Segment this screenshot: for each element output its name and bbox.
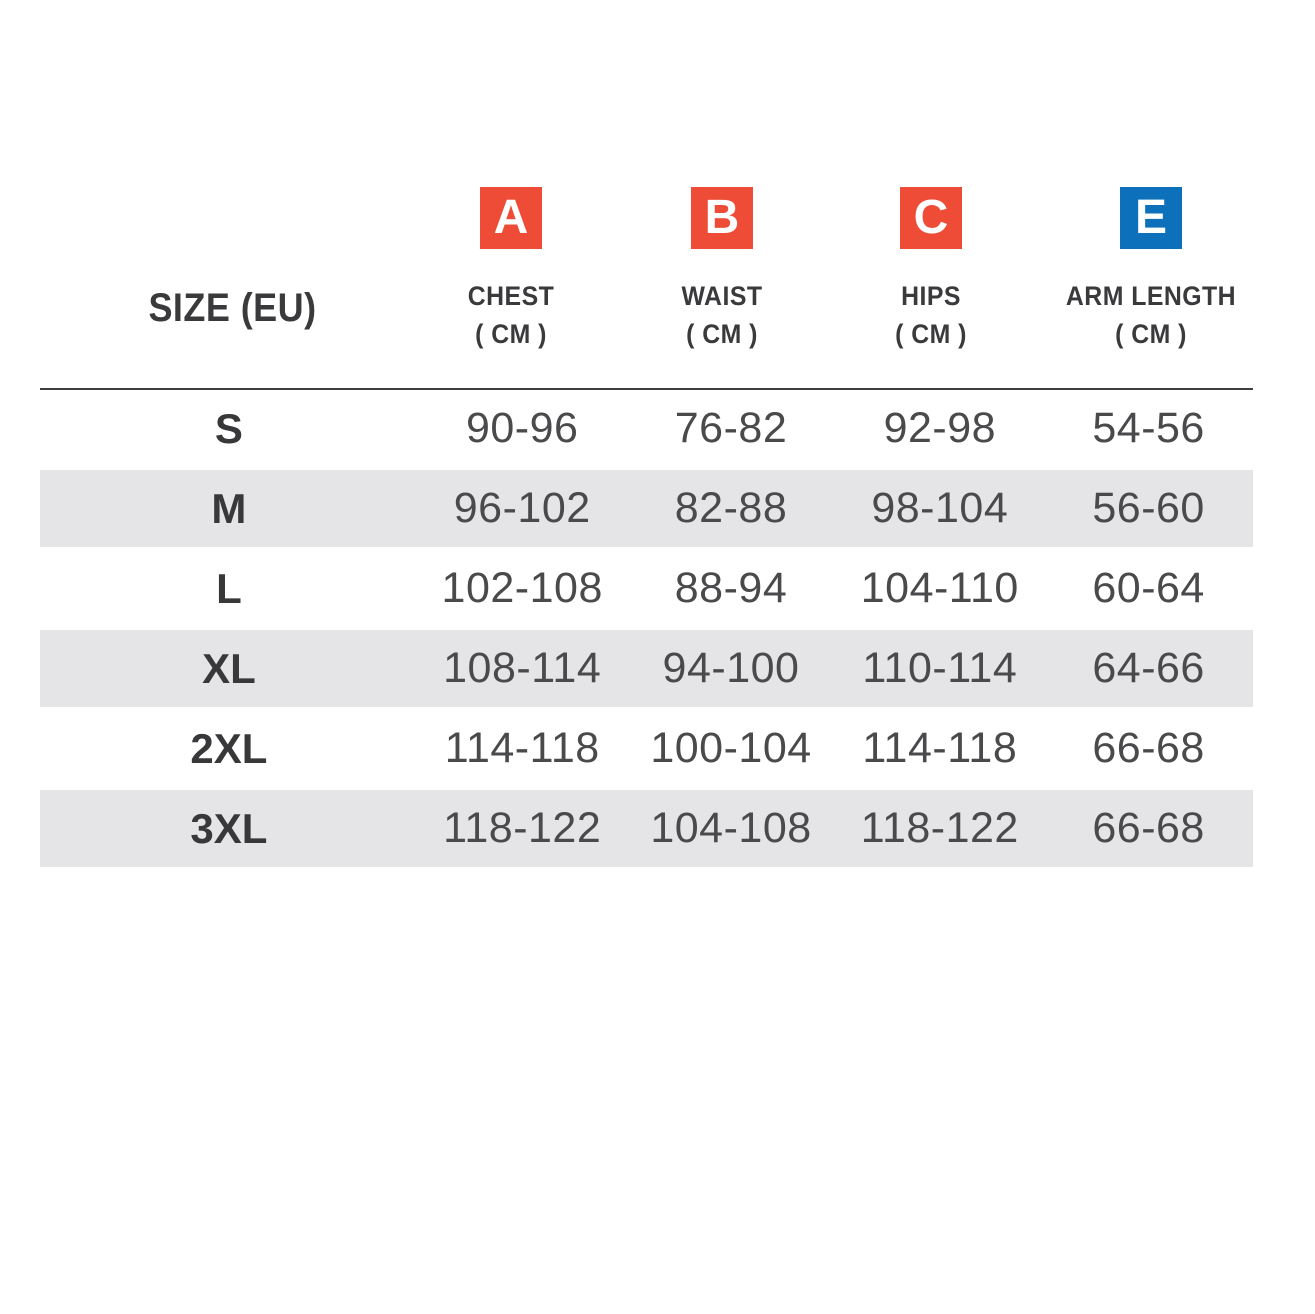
column-unit: ( CM ) xyxy=(895,319,967,349)
column-header-hips xyxy=(826,187,1036,353)
chest-cell: 118-122 xyxy=(443,804,602,852)
chest-cell: 102-108 xyxy=(441,564,603,612)
hips-cell: 104-110 xyxy=(860,564,1019,612)
waist-cell: 100-104 xyxy=(650,724,812,772)
hips-cell: 92-98 xyxy=(883,404,997,452)
size-column-header: SIZE (EU) xyxy=(148,286,317,330)
column-header-arm-length xyxy=(1046,187,1256,353)
arm-length-cell: 60-64 xyxy=(1092,564,1205,612)
size-cell: S xyxy=(214,404,243,452)
arm-length-cell: 64-66 xyxy=(1092,644,1205,692)
table-row xyxy=(40,550,1253,627)
hips-cell: 118-122 xyxy=(860,804,1019,852)
chest-cell: 108-114 xyxy=(443,644,602,692)
badge-e: E xyxy=(1120,187,1182,249)
size-cell: M xyxy=(211,484,247,532)
arm-length-cell: 54-56 xyxy=(1092,404,1205,452)
arm-length-cell: 56-60 xyxy=(1092,484,1205,532)
table-row xyxy=(40,390,1253,467)
waist-cell: 104-108 xyxy=(650,804,812,852)
table-row xyxy=(40,710,1253,787)
column-name: WAIST xyxy=(681,281,763,311)
table-row xyxy=(40,470,1253,547)
column-unit: ( CM ) xyxy=(1115,319,1187,349)
chest-cell: 90-96 xyxy=(465,404,579,452)
arm-length-cell: 66-68 xyxy=(1092,804,1205,852)
hips-cell: 110-114 xyxy=(862,644,1018,692)
hips-cell: 98-104 xyxy=(871,484,1009,532)
column-header-chest xyxy=(406,187,616,353)
arm-length-cell: 66-68 xyxy=(1092,724,1205,772)
hips-cell: 114-118 xyxy=(862,724,1018,772)
column-unit: ( CM ) xyxy=(475,319,547,349)
badge-a: A xyxy=(480,187,542,249)
badge-c: C xyxy=(900,187,962,249)
size-cell: L xyxy=(216,564,242,612)
chest-cell: 96-102 xyxy=(453,484,591,532)
column-unit: ( CM ) xyxy=(686,319,758,349)
chest-cell: 114-118 xyxy=(444,724,600,772)
column-name: HIPS xyxy=(901,281,961,311)
size-cell: 2XL xyxy=(190,724,268,772)
table-row xyxy=(40,630,1253,707)
size-cell: 3XL xyxy=(190,804,268,852)
column-header-waist xyxy=(617,187,827,353)
waist-cell: 76-82 xyxy=(674,404,788,452)
table-row xyxy=(40,790,1253,867)
waist-cell: 94-100 xyxy=(662,644,800,692)
waist-cell: 88-94 xyxy=(674,564,788,612)
size-table-body xyxy=(40,390,1253,870)
column-name: ARM LENGTH xyxy=(1065,281,1237,311)
waist-cell: 82-88 xyxy=(674,484,788,532)
badge-b: B xyxy=(691,187,753,249)
size-cell: XL xyxy=(202,644,256,692)
column-name: CHEST xyxy=(467,281,555,311)
